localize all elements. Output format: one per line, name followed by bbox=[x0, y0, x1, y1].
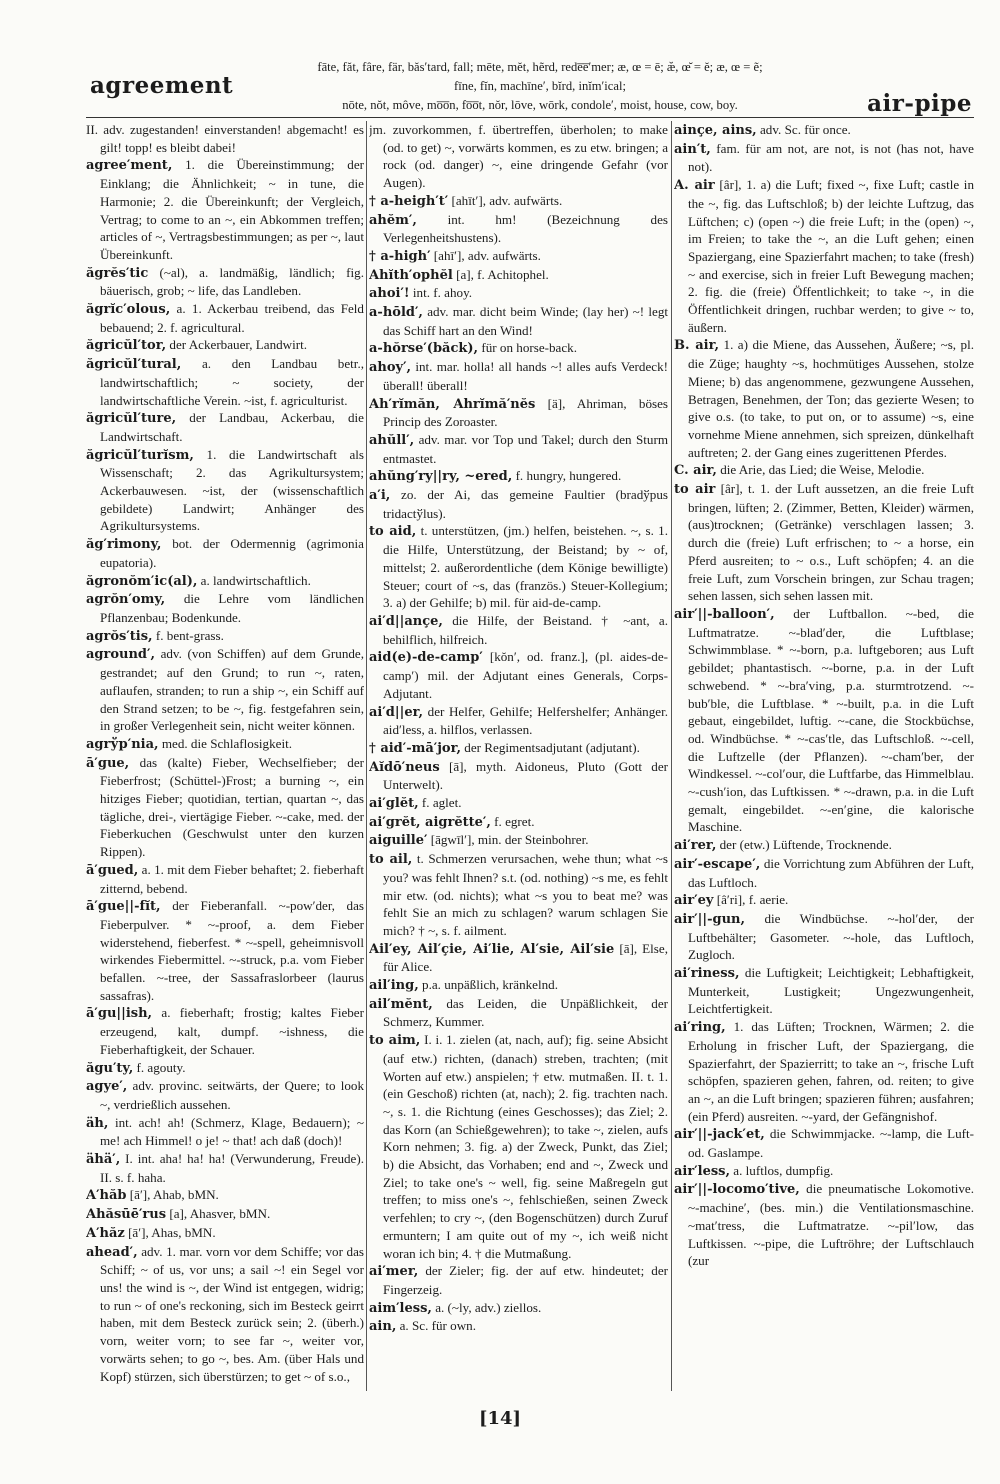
entry-headword: ai′rer, bbox=[674, 838, 717, 854]
entry-headword: ăgu′ty, bbox=[86, 1060, 134, 1076]
entry-headword: agrўp′nia, bbox=[86, 736, 159, 752]
entry-headword: ā′gue, bbox=[86, 755, 130, 771]
entry-headword: A′hăb bbox=[86, 1188, 127, 1204]
entry-definition: t. Schmerzen verursachen, wehe thun; what ~s you? was fehlt Ihnen? s.t. (od. nothing) ~s me, es fehlt mir etw. (od. nichts); what ~s you to beat me? was fehlt Sie an mich zu schlagen? warum schlagen Sie mich? † ~, s. f. ailment. bbox=[383, 851, 668, 938]
entry-definition: f. egret. bbox=[494, 813, 535, 829]
pronunciation-key-line: nōte, nŏt, môve, mo̅o̅n, fo̅o̅t, nŏr, lōve, wōrk, condole′, moist, house, cow, boy. bbox=[342, 98, 738, 112]
entry-definition: der Helfer, Gehilfe; Helfershelfer; Anhänger. aid′less, a. hilflos, verlassen. bbox=[383, 703, 668, 738]
entry-definition: int. mar. holla! all hands ~! alles aufs Verdeck! überall! überall! bbox=[383, 359, 668, 393]
entry-headword: ăgrĕs′tic bbox=[86, 265, 149, 281]
entry-headword: air′-escape′, bbox=[674, 856, 761, 872]
entry-headword: aid(e)-de-camp′ bbox=[369, 650, 483, 666]
entry-definition: adv. 1. mar. vorn vor dem Schiffe; vor das Schiff; ~ of us, vor uns; a sail ~! ein Segel vor uns! the wind is ~, der Wind ist entgegen, widrig; to run ~ of one's reckoning, sich im Besteck geirrt haben, mit dem Besteck zurück sein; 2. (überh.) vorn, weiter vorn; to see far ~, weiter vor, vorwärts sehen; to go ~, bes. Am. (über Hals und Kopf) stürzen, sich überstürzen; to get ~ of s.o., bbox=[100, 1243, 364, 1384]
dictionary-entry bbox=[86, 861, 364, 897]
entry-headword: air′||-jack′et, bbox=[674, 1127, 765, 1143]
entry-definition: a. den Landbau betr., landwirtschaftlich; ~ society, der landwirtschaftliche Verein. ~ist, f. agriculturist. bbox=[100, 356, 364, 408]
entry-definition: p.a. unpäßlich, kränkelnd. bbox=[422, 977, 559, 993]
entry-definition: t. unterstützen, (jm.) helfen, beistehen. ~, s. 1. die Hilfe, Unterstützung, der Beistand; by ~ of, mittelst; 2. außerordentliche (dem Könige bewilligte) Steuer; court of ~s, das (französ.) Steuer-Kollegium; 3. a) der Gehilfe; b) mil. für aid-de-camp. bbox=[383, 523, 668, 611]
entry-definition: f. bent-grass. bbox=[155, 627, 224, 643]
entry-headword: ăgricŭl′tural, bbox=[86, 357, 182, 373]
dictionary-entry bbox=[369, 739, 668, 758]
dictionary-entry bbox=[86, 627, 364, 646]
entry-definition: 1. die Übereinstimmung; der Einklang; die Ähnlichkeit; ~ in tune, die Harmonie; 2. die Übereinkunft; der Vergleich, Vertrag; to come to an ~, ein Abkommen treffen; articles of ~, Vertragsbestimmungen; as per ~, laut Übereinkunft. bbox=[100, 157, 364, 262]
entry-definition: [ā′], Ahab, bMN. bbox=[129, 1187, 219, 1203]
entry-definition: fam. für am not, are not, is not (has not, have not). bbox=[688, 140, 974, 175]
entry-headword: air′ey bbox=[674, 893, 714, 909]
entry-definition: die Vorrichtung zum Abführen der Luft, das Luftloch. bbox=[688, 855, 974, 890]
entry-definition: II. adv. zugestanden! einverstanden! abgemacht! es gilt! topp! es bleibt dabei! bbox=[86, 122, 364, 155]
dictionary-entry bbox=[86, 1186, 364, 1205]
entry-headword: Ail′ey, Ail′çie, Ai′lie, Al′sie, Ail′sie bbox=[369, 941, 615, 957]
left-running-headword: agreement bbox=[90, 72, 234, 99]
entry-definition: a. fieberhaft; frostig; kaltes Fieber erzeugend, kalt, dumpf. ~ishness, die Fieberhaftigkeit, der Schauer. bbox=[100, 1005, 364, 1057]
dictionary-entry bbox=[369, 486, 668, 522]
dictionary-entry bbox=[86, 645, 364, 735]
entry-headword: C. air, bbox=[674, 463, 717, 479]
entry-definition: [âr], t. 1. der Luft aussetzen, an die freie Luft bringen, lüften; 2. (Zimmer, Betten, Kleider) wärmen, (aus)trocknen; (Getränke) verschlagen lassen; 3. durch die (freie) Luft erfrischen; to ~ a horse, ein Pferd ausreiten; to ~ o.s., Luft schöpfen; 4. an die freie Luft, zum Vorschein bringen, zur Schau tragen; sehen lassen, sich sehen lassen mit. bbox=[688, 481, 974, 604]
entry-definition: adv. mar. dicht beim Winde; (lay her) ~! legt das Schiff hart an den Wind! bbox=[383, 304, 668, 338]
dictionary-entry bbox=[674, 910, 974, 964]
dictionary-entry bbox=[674, 964, 974, 1018]
entry-headword: ai′d||ançe, bbox=[369, 613, 443, 629]
entry-headword: † a-high′ bbox=[369, 248, 431, 264]
dictionary-entry bbox=[369, 121, 668, 192]
dictionary-entry bbox=[369, 284, 668, 303]
entry-definition: f. agouty. bbox=[136, 1059, 186, 1075]
dictionary-entry bbox=[369, 995, 668, 1031]
entry-headword: Ah′rĭmăn, Ahrĭmă′nĕs bbox=[369, 396, 536, 412]
entry-definition: [āgwīl′], min. der Steinbohrer. bbox=[430, 832, 589, 848]
entry-definition: der Zieler; fig. der auf etw. hindeutet; der Fingerzeig. bbox=[383, 1263, 668, 1297]
entry-headword: ăgricŭl′ture, bbox=[86, 411, 177, 427]
dictionary-entry bbox=[369, 467, 668, 486]
entry-headword: a-hōld′, bbox=[369, 305, 423, 321]
entry-headword: ai′grĕt, aigrĕtte′, bbox=[369, 814, 491, 830]
entry-headword: ähä′, bbox=[86, 1152, 121, 1168]
entry-definition: adv. Sc. für once. bbox=[760, 122, 851, 137]
entry-headword: ā′gue||-fĭt, bbox=[86, 899, 161, 915]
dictionary-entry bbox=[369, 1262, 668, 1298]
entry-definition: a. 1. mit dem Fieber behaftet; 2. fieberhaft zitternd, bebend. bbox=[100, 861, 364, 896]
entry-definition: der Landbau, Ackerbau, die Landwirtschaft. bbox=[100, 410, 364, 444]
dictionary-entry bbox=[674, 121, 974, 140]
dictionary-entry bbox=[674, 891, 974, 910]
dictionary-entry bbox=[369, 303, 668, 339]
dictionary-entry bbox=[674, 1162, 974, 1181]
dictionary-entry bbox=[369, 266, 668, 285]
dictionary-entry bbox=[674, 176, 974, 336]
entry-headword: ăgronŏm′ic(al), bbox=[86, 573, 198, 589]
entry-definition: [ahīt′], adv. aufwärts. bbox=[451, 192, 563, 208]
entry-headword: air′||-locomo′tive, bbox=[674, 1182, 800, 1198]
entry-headword: ahoy′, bbox=[369, 360, 412, 376]
entry-definition: [ä], Ahriman, böses Princip des Zoroaster. bbox=[383, 395, 668, 430]
dictionary-entry bbox=[369, 794, 668, 813]
entry-headword: to aim, bbox=[369, 1033, 421, 1049]
dictionary-entry bbox=[674, 605, 974, 836]
entry-headword: ā′gued, bbox=[86, 862, 139, 878]
dictionary-entry bbox=[86, 1224, 364, 1243]
entry-headword: ai′glĕt, bbox=[369, 796, 419, 812]
entry-headword: agye′, bbox=[86, 1079, 128, 1095]
entry-headword: ahoi′! bbox=[369, 286, 410, 302]
entry-definition: bot. der Odermennig (agrimonia eupatoria). bbox=[100, 536, 364, 570]
entry-headword: Aĭdō′neus bbox=[369, 759, 440, 775]
entry-definition: adv. mar. vor Top und Takel; durch den Sturm entmastet. bbox=[383, 431, 668, 466]
entry-definition: med. die Schlaflosigkeit. bbox=[161, 735, 293, 751]
dictionary-entry bbox=[86, 300, 364, 336]
dictionary-entry bbox=[369, 758, 668, 794]
entry-definition: das Leiden, die Unpäßlichkeit, der Schmerz, Kummer. bbox=[383, 995, 668, 1030]
dictionary-entry bbox=[674, 461, 974, 480]
dictionary-entry bbox=[86, 156, 364, 263]
dictionary-entry bbox=[86, 1077, 364, 1113]
entry-definition: 1. a) die Miene, das Aussehen, Äußere; ~s, pl. die Züge; haughty ~s, hochmütiges Aussehen, stolze Miene; b) das angenommene, gezwungene Aussehen, Betragen, Benehmen, der Ton; das gezierte Wesen; to give o.s. (to take, to put on, or to assume) ~s, eine vornehme Miene annehmen, sich spreizen, dünkelhaft auftreten; 2. der Gang eines zugerittenen Pferdes. bbox=[688, 337, 974, 460]
entry-headword: A. air bbox=[674, 178, 715, 194]
dictionary-entry bbox=[86, 590, 364, 626]
entry-definition: adv. provinc. seitwärts, der Quere; to look ~, verdrießlich aussehen. bbox=[100, 1078, 364, 1112]
entry-headword: a-hŏrse′(băck), bbox=[369, 341, 479, 357]
dictionary-entry bbox=[86, 1243, 364, 1386]
dictionary-entry bbox=[86, 1059, 364, 1078]
dictionary-entry bbox=[86, 897, 364, 1004]
entry-definition: f. hungry, hungered. bbox=[515, 468, 622, 484]
dictionary-entry bbox=[674, 1125, 974, 1161]
dictionary-entry bbox=[369, 211, 668, 247]
entry-headword: äh, bbox=[86, 1115, 109, 1131]
column-divider bbox=[366, 121, 367, 1391]
entry-definition: der Luftballon. ~-bed, die Luftmatratze. ~-blad′der, die Luftblase; Schwimmblase. * ~-born, p.a. luftgeboren; aus Luft gebildet; phantastisch. ~-borne, p.a. in der Luft schwebend. * ~-bra′ving, p.a. sturmtrotzend. ~-bub′ble, die Luftblase. * ~-built, p.a. in die Luft gebaut, eingebildet, luftig. ~-cane, die Stockbüchse, od. Windbüchse. * ~-cas′tle, das Luftschloß. ~-cell, die Luftzelle (der Pflanzen). ~-cham′ber, der Windkessel. ~-col′our, die Luftfarbe, das Himmelblau. ~-cush′ion, das Luftkissen. * ~-drawn, p.a. in die Luft gemalt, eingebildet. ~-en′gine, die kalorische Maschine. bbox=[688, 605, 974, 835]
dictionary-entry bbox=[86, 572, 364, 591]
dictionary-entry bbox=[369, 1317, 668, 1336]
dictionary-entry bbox=[86, 1150, 364, 1186]
pronunciation-key bbox=[235, 58, 845, 115]
dictionary-entry bbox=[369, 192, 668, 211]
entry-definition: die pneumatische Lokomotive. ~-machine′, (bes. min.) die Ventilationsmaschine. ~mat′tress, die Luftmatratze. ~-pil′low, das Luftkissen. ~-pipe, die Luftröhre; der Luftschlauch (zur bbox=[688, 1181, 974, 1269]
entry-headword: ail′ing, bbox=[369, 978, 419, 994]
entry-headword: ăg′rimony, bbox=[86, 537, 162, 553]
column-divider bbox=[671, 121, 672, 1391]
dictionary-entry bbox=[674, 1180, 974, 1270]
column-3 bbox=[674, 121, 974, 1391]
entry-definition: die Lehre vom ländlichen Pflanzenbau; Bodenkunde. bbox=[100, 591, 364, 625]
entry-definition: [ā′], Ahas, bMN. bbox=[128, 1224, 216, 1240]
dictionary-entry bbox=[86, 446, 364, 536]
entry-headword: ai′d||er, bbox=[369, 704, 424, 720]
entry-definition: f. aglet. bbox=[421, 795, 462, 811]
dictionary-entry bbox=[369, 395, 668, 431]
entry-definition: die Hilfe, der Beistand. † ~ant, a. behilflich, hilfreich. bbox=[383, 612, 668, 647]
entry-headword: B. air, bbox=[674, 338, 720, 354]
dictionary-entry bbox=[369, 522, 668, 612]
column-1 bbox=[86, 121, 364, 1391]
dictionary-entry bbox=[86, 355, 364, 409]
entry-headword: air′||-gun, bbox=[674, 911, 746, 927]
entry-headword: ahŭll′, bbox=[369, 432, 415, 448]
page-number: [14] bbox=[478, 1408, 522, 1429]
entry-definition: a. luftlos, dumpfig. bbox=[733, 1162, 834, 1178]
entry-headword: agrŏs′tis, bbox=[86, 628, 153, 644]
dictionary-entry bbox=[674, 480, 974, 605]
dictionary-entry bbox=[674, 336, 974, 461]
entry-definition: [â′ri], f. aerie. bbox=[716, 892, 789, 908]
entry-headword: air′||-balloon′, bbox=[674, 606, 775, 622]
entry-definition: I. i. 1. zielen (at, nach, auf); fig. seine Absicht (auf etw.) richten, (danach) streben, trachten; (mit Worten auf etw.) anspielen; † etw. mutmaßen. II. t. 1. (ein Geschoß) richten (at, nach); 2. fig. trachten nach. ~, s. 1. die Richtung (eines Geschosses); das Ziel; 2. das Korn (an Schießgewehren); to take ~, zielen, aufs Korn nehmen; 3. fig. a) der Zweck, Punkt, das Ziel; b) die Absicht, das Vorhaben; end and ~, Zweck und Ziel; to take one's ~ well, fig. seine Maßregeln gut treffen; to miss one's ~, fehlschießen, seinen Zweck verfehlen; to cry ~, (den Bogenschützen) durch Zuruf ermuntern; I am quite out of my ~, ich weiß nicht woran ich bin; 4. † die Mutmaßung. bbox=[383, 1032, 668, 1261]
dictionary-entry bbox=[86, 535, 364, 571]
entry-headword: a′i, bbox=[369, 488, 391, 504]
dictionary-entry bbox=[86, 735, 364, 754]
entry-definition: 1. die Landwirtschaft als Wissenschaft; 2. das Agrikultursystem; Ackerbauwesen. ~ist, der (wissenschaftlich gebildete) Landwirt; Anhänger des Agrikultursystems. bbox=[100, 446, 364, 534]
entry-headword: Ahĭth′ophĕl bbox=[369, 267, 453, 283]
header-rule bbox=[86, 117, 974, 118]
entry-definition: [ā], Else, für Alice. bbox=[383, 940, 668, 975]
dictionary-entry bbox=[674, 140, 974, 176]
entry-definition: der Regimentsadjutant (adjutant). bbox=[464, 739, 640, 755]
entry-headword: ăgricŭl′tor, bbox=[86, 338, 167, 354]
entry-definition: int. hm! (Bezeichnung des Verlegenheitshustens). bbox=[383, 211, 668, 246]
dictionary-entry bbox=[369, 339, 668, 358]
entry-headword: ail′mĕnt, bbox=[369, 996, 433, 1012]
entry-headword: air′less, bbox=[674, 1163, 731, 1179]
entry-headword: ainçe, ains, bbox=[674, 123, 757, 138]
entry-definition: die Schwimmjacke. ~-lamp, die Luft- od. Gaslampe. bbox=[688, 1126, 974, 1161]
dictionary-entry bbox=[369, 648, 668, 702]
dictionary-entry bbox=[369, 358, 668, 394]
entry-headword: ăgricŭl′turĭsm, bbox=[86, 447, 194, 463]
dictionary-entry bbox=[369, 247, 668, 266]
entry-headword: Ahăsūē′rus bbox=[86, 1207, 167, 1223]
entry-headword: ăgrĭc′olous, bbox=[86, 302, 171, 318]
dictionary-entry bbox=[369, 703, 668, 739]
entry-headword: ahĕm′, bbox=[369, 212, 417, 228]
entry-headword: aground′, bbox=[86, 647, 155, 663]
dictionary-entry bbox=[369, 1031, 668, 1262]
entry-headword: ahŭng′ry||ry, ~ered, bbox=[369, 469, 513, 485]
entry-definition: (~al), a. landmäßig, ländlich; fig. bäuerisch, grob; ~ life, das Landleben. bbox=[100, 264, 364, 299]
entry-headword: † aid′-mā′jor, bbox=[369, 740, 462, 756]
dictionary-entry bbox=[369, 813, 668, 832]
entry-definition: I. int. aha! ha! ha! (Verwunderung, Freude). II. s. f. haha. bbox=[100, 1151, 364, 1185]
dictionary-entry bbox=[369, 940, 668, 976]
entry-definition: jm. zuvorkommen, f. übertreffen, überholen; to make (od. to get) ~, vorwärts kommen, es zu etw. bringen; a rock (od. danger) ~, eine dringende Gefahr (vor Augen). bbox=[369, 122, 668, 191]
entry-headword: aiguille′ bbox=[369, 833, 428, 849]
entry-definition: int. f. ahoy. bbox=[412, 285, 473, 301]
entry-headword: ai′ring, bbox=[674, 1020, 726, 1036]
entry-headword: aim′less, bbox=[369, 1300, 432, 1316]
pronunciation-key-line: fīne, fĭn, machīne′, bĭrd, inĭm′ical; bbox=[454, 79, 626, 93]
dictionary-entry bbox=[86, 1114, 364, 1150]
entry-definition: zo. der Ai, das gemeine Faultier (bradўpus tridactўlus). bbox=[383, 487, 668, 521]
entry-definition: das (kalte) Fieber, Wechselfieber; der Fieberfrost; (Schüttel-)Frost; a burning ~, ein hitziges Fieber; quotidian, tertian, quartan ~, das tägliche, drei-, viertägige Fieber. ~-cake, med. der Fieberkuchen (Geschwulst unter den kurzen Rippen). bbox=[100, 754, 364, 860]
dictionary-entry bbox=[369, 831, 668, 850]
dictionary-entry bbox=[369, 431, 668, 467]
entry-definition: a. (~ly, adv.) ziellos. bbox=[435, 1299, 542, 1315]
right-running-headword: air-pipe bbox=[867, 90, 972, 117]
dictionary-entry bbox=[674, 836, 974, 855]
dictionary-entry bbox=[86, 754, 364, 861]
entry-definition: der (etw.) Lüftende, Trocknende. bbox=[719, 837, 892, 853]
entry-definition: a. 1. Ackerbau treibend, das Feld bebauend; 2. f. agricultural. bbox=[100, 301, 364, 335]
dictionary-entry bbox=[86, 121, 364, 156]
entry-definition: [ahī′], adv. aufwärts. bbox=[433, 247, 541, 263]
entry-definition: die Arie, das Lied; die Weise, Melodie. bbox=[720, 462, 925, 478]
dictionary-entry bbox=[86, 336, 364, 355]
entry-definition: [ā], myth. Aidoneus, Pluto (Gott der Unterwelt). bbox=[383, 758, 668, 793]
dictionary-entry bbox=[86, 1004, 364, 1058]
entry-definition: die Luftigkeit; Leichtigkeit; Lebhaftigkeit, Munterkeit, Lustigkeit; Ungezwungenheit, Leichtfertigkeit. bbox=[688, 965, 974, 1017]
entry-headword: A′hăz bbox=[86, 1225, 125, 1241]
entry-headword: ai′riness, bbox=[674, 966, 740, 982]
entry-headword: ai′mer, bbox=[369, 1264, 419, 1280]
dictionary-entry bbox=[674, 855, 974, 891]
entry-headword: ain′t, bbox=[674, 141, 711, 157]
entry-definition: a. Sc. für own. bbox=[399, 1318, 476, 1334]
entry-headword: to ail, bbox=[369, 852, 413, 868]
pronunciation-key-line: fāte, făt, fâre, fär, băs′tard, fall; mēte, mĕt, hẽrd, rede̅e̅′mer; æ, œ = ē; æ̆, œ̆ = ĕ; æ, œ = ẽ; bbox=[317, 60, 763, 74]
dictionary-entry bbox=[369, 850, 668, 940]
entry-headword: to air bbox=[674, 482, 716, 498]
column-2 bbox=[369, 121, 668, 1391]
entry-definition: 1. das Lüften; Trocknen, Wärmen; 2. die Erholung in frischer Luft, der Spaziergang, die Spazierfahrt, der Spazierritt; to take an ~, frische Luft schöpfen, spazieren gehen, fahren, od. reiten; to give an ~, an die Luft bringen; spazieren führen; ausfahren; (ein Pferd) ausreiten. ~-yard, der Gefängnishof. bbox=[688, 1019, 974, 1124]
dictionary-entry bbox=[674, 1018, 974, 1125]
entry-definition: der Ackerbauer, Landwirt. bbox=[169, 337, 308, 353]
dictionary-entry bbox=[369, 976, 668, 995]
entry-definition: [a], Ahasver, bMN. bbox=[169, 1206, 271, 1222]
entry-headword: ahead′, bbox=[86, 1244, 138, 1260]
entry-definition: a. landwirtschaftlich. bbox=[200, 572, 311, 588]
entry-definition: int. ach! ah! (Schmerz, Klage, Bedauern); ~ me! ach Himmel! o je! ~ that! ach daß (doch)! bbox=[100, 1114, 364, 1149]
entry-definition: [a], f. Achitophel. bbox=[456, 266, 549, 282]
entry-headword: † a-heigh′t′ bbox=[369, 193, 449, 209]
entry-definition: [âr], 1. a) die Luft; fixed ~, fixe Luft; castle in the ~, fig. das Luftschloß; b) der leichte Luftzug, das Lüftchen; c) (open ~) die freie Luft; in the (open) ~, im Freien; to take the ~, an die Luft gehen; einen Spaziergang, eine Spazierfahrt machen; to take (fresh) ~ and exercise, sich in freier Luft Bewegung machen; 2. fig. die (freie) Öffentlichkeit; to take ~, in die Öffentlichkeit dringen, ruchbar werden; to give ~ to, äußern. bbox=[688, 177, 974, 335]
dictionary-entry bbox=[86, 264, 364, 300]
entry-definition: für on horse-back. bbox=[481, 340, 577, 356]
entry-headword: agree′ment, bbox=[86, 158, 173, 174]
dictionary-entry bbox=[86, 1205, 364, 1224]
entry-headword: to aid, bbox=[369, 524, 417, 540]
entry-headword: agrŏn′omy, bbox=[86, 592, 166, 608]
entry-definition: adv. (von Schiffen) auf dem Grunde, gestrandet; auf den Grund; to run ~, raten, auflaufen, stranden; to run a ship ~, ein Schiff auf den Strand setzen; to be ~, fig. festgefahren sein, in großer Verlegenheit sein, nicht weiter können. bbox=[100, 646, 364, 734]
entry-headword: ā′gu||ish, bbox=[86, 1006, 153, 1022]
entry-headword: ain, bbox=[369, 1319, 397, 1335]
entry-definition: [kŏn′, od. franz.], (pl. aides-de-camp′) mil. der Adjutant eines Generals, Corps-Adjutant. bbox=[383, 649, 668, 701]
entry-definition: der Fieberanfall. ~-pow′der, das Fieberpulver. * ~-proof, a. dem Fieber widerstehend, fieberfest. * ~-spell, geheimnisvoll wirkendes Fiebermittel. ~-struck, p.a. vom Fieber befallen. ~-tree, der Sassafraslorbeer (laurus sassafras). bbox=[100, 898, 364, 1003]
dictionary-entry bbox=[369, 612, 668, 648]
entry-definition: die Windbüchse. ~-hol′der, der Luftbehälter; Gasometer. ~-hole, das Luftloch, Zugloch. bbox=[688, 910, 974, 963]
dictionary-entry bbox=[369, 1299, 668, 1318]
dictionary-entry bbox=[86, 409, 364, 445]
